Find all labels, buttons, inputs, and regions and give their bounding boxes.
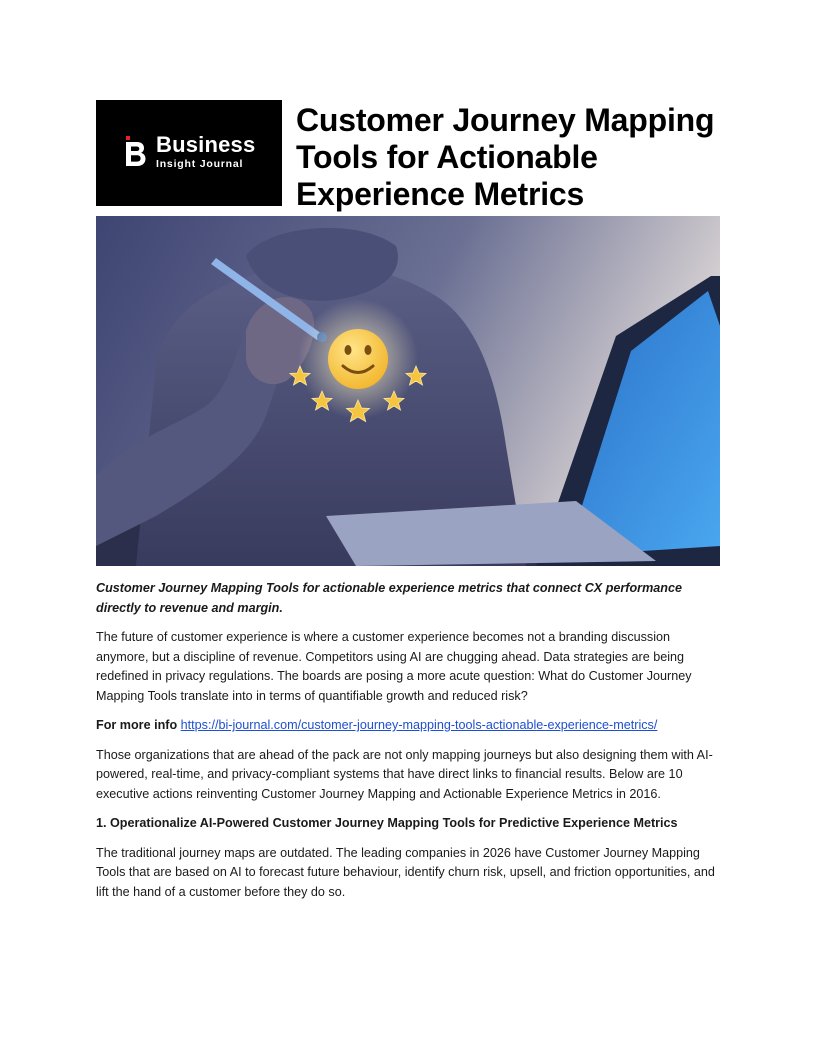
intro-paragraph: The future of customer experience is where a customer experience becomes not a branding discussion anymore, but a discipline of revenue. Competitors using AI are chugging ahead. Data strategies are being redefined in privacy regulations. The boards are posing a more acute question: What do Customer Journey Mapping Tools translate into in terms of quantifiable growth and reduced risk? [96, 630, 692, 703]
image-caption: Customer Journey Mapping Tools for actionable experience metrics that connect CX performance directly to revenue and margin. [96, 581, 682, 615]
brand-logo [96, 100, 282, 206]
article-header [96, 100, 720, 212]
brand-line-1: Business [156, 132, 256, 157]
more-info-line [96, 716, 720, 736]
more-info-label: For more info [96, 718, 178, 732]
more-info-link[interactable]: https://bi-journal.com/customer-journey-mapping-tools-actionable-experience-metrics/ [180, 718, 658, 732]
brand-line-2: Insight Journal [156, 158, 244, 170]
hero-image [96, 216, 720, 566]
b-logo-icon [125, 136, 147, 168]
paragraph-2: Those organizations that are ahead of the pack are not only mapping journeys but also designing them with AI-powered, real-time, and privacy-compliant systems that have direct links to financial results. Below are 10 executive actions reinventing Customer Journey Mapping and Actionable Experience Metrics in 2016. [96, 747, 713, 801]
brand-name [156, 134, 255, 171]
section-1-paragraph: The traditional journey maps are outdated. The leading companies in 2026 have Customer Journey Mapping Tools that are based on AI to forecast future behaviour, identify churn risk, upsell, and friction opportunities, and lift the hand of a customer before they do so. [96, 845, 715, 899]
section-1-heading: 1. Operationalize AI-Powered Customer Journey Mapping Tools for Predictive Experience Metrics [96, 816, 678, 830]
article-title: Customer Journey Mapping Tools for Actionable Experience Metrics [296, 102, 715, 212]
document-page [96, 100, 720, 902]
